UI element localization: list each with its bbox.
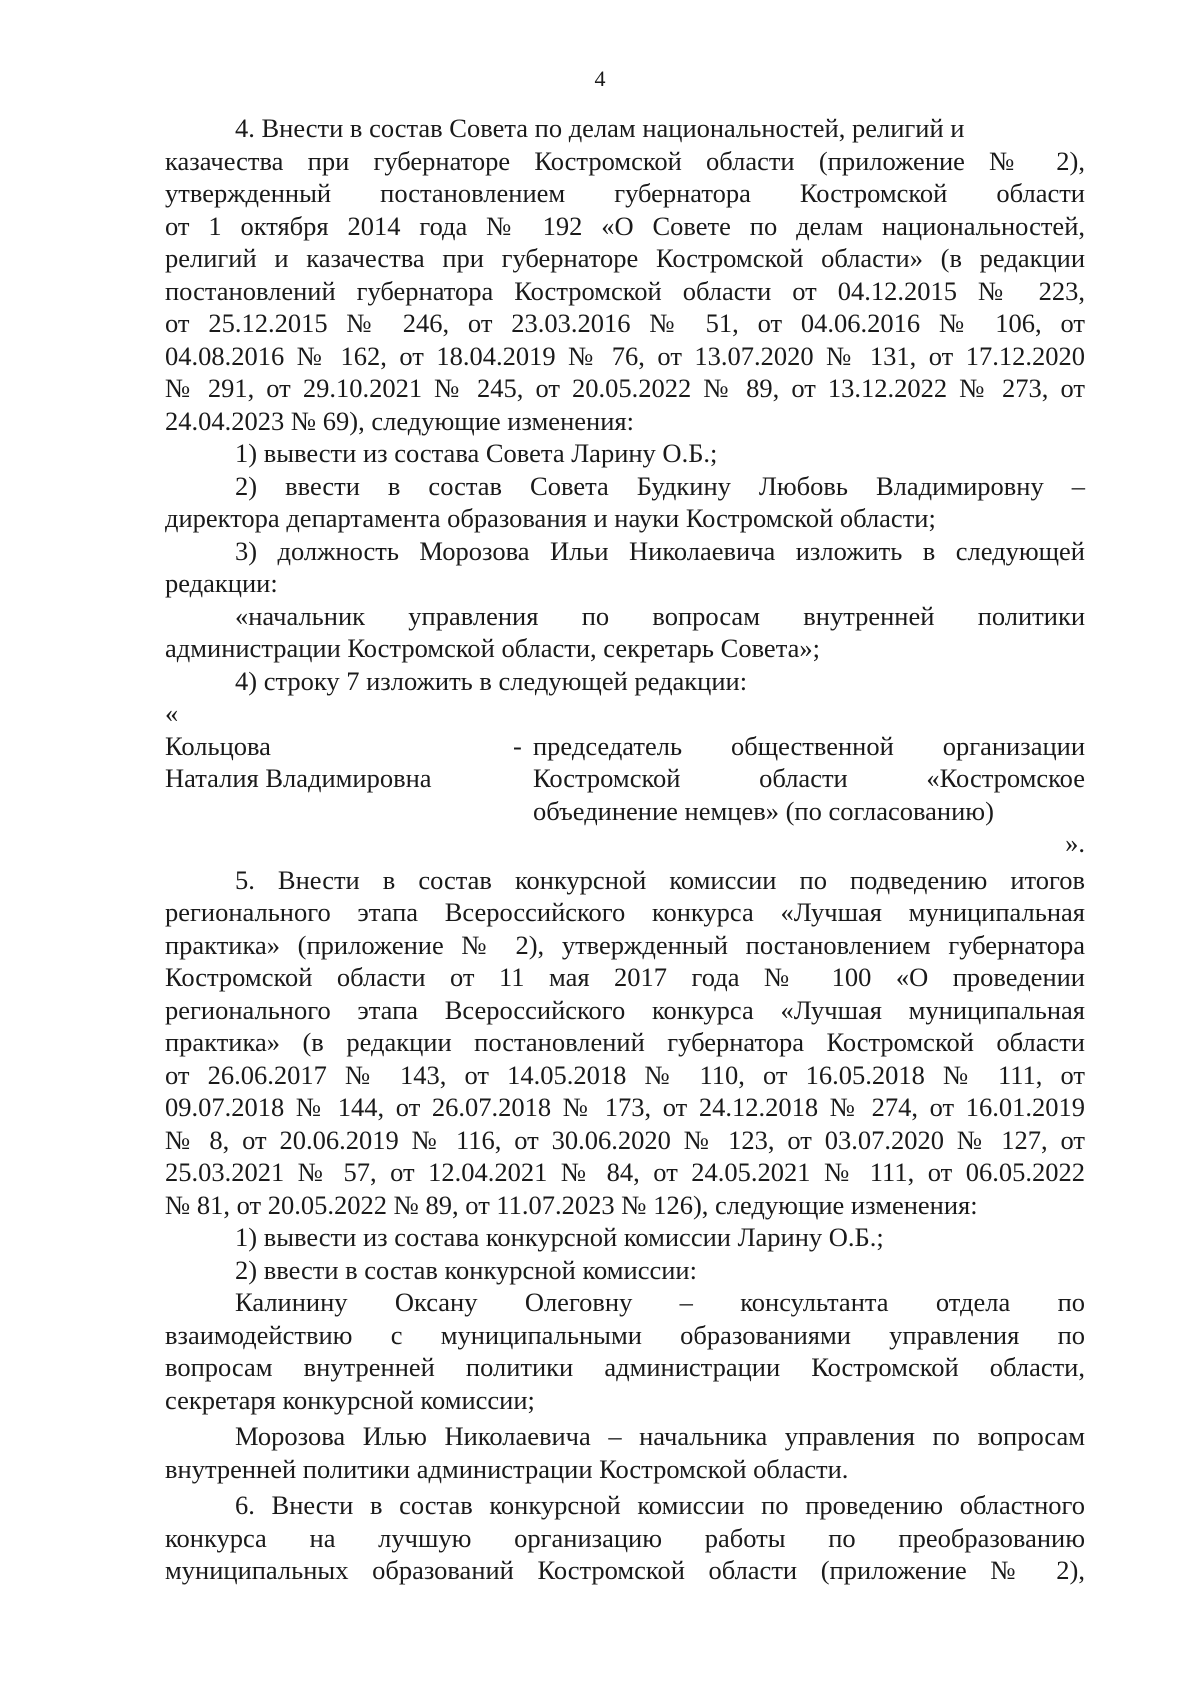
section-4-item-3-line-2: редакции: [165, 568, 278, 598]
section-5-line: 25.03.2021 № 57, от 12.04.2021 № 84, от 24.05.2021 № 111, от 06.05.2022 [165, 1157, 1085, 1187]
section-5-item-1: 1) вывести из состава конкурсной комиссии Ларину О.Б.; [235, 1222, 884, 1252]
section-5-item-2: 2) ввести в состав конкурсной комиссии: [235, 1254, 697, 1285]
person-role [513, 730, 1085, 828]
person-surname: Кольцова [165, 730, 271, 761]
person-entry [165, 730, 1085, 828]
section-5-line: от 26.06.2017 № 143, от 14.05.2018 № 110, от 16.05.2018 № 111, от [165, 1059, 1085, 1090]
kalinina-line-3: вопросам внутренней политики администрации Костромской области, [165, 1352, 1085, 1382]
section-4-line: от 25.12.2015 № 246, от 23.03.2016 № 51, от 04.06.2016 № 106, от [165, 308, 1085, 338]
person-role-line-1: председатель общественной организации [533, 730, 1085, 761]
kalinina-line-2: взаимодействию с муниципальными образованиями управления по [165, 1319, 1085, 1350]
section-6-line: конкурса на лучшую организацию работы по преобразованию [165, 1522, 1085, 1553]
person-dash: - [513, 730, 522, 761]
quote-open-mark: « [165, 698, 179, 728]
section-4-line: 04.08.2016 № 162, от 18.04.2019 № 76, от 13.07.2020 № 131, от 17.12.2020 [165, 340, 1085, 371]
section-5-line: 5. Внести в состав конкурсной комиссии по подведению итогов [235, 864, 1085, 895]
section-6 [165, 1489, 1085, 1587]
section-4-item-4: 4) строку 7 изложить в следующей редакции: [235, 665, 748, 696]
kalinina-line-4: секретаря конкурсной комиссии; [165, 1384, 535, 1415]
section-5-line: регионального этапа Всероссийского конкурса «Лучшая муниципальная [165, 897, 1085, 927]
page-number: 4 [594, 66, 606, 91]
section-5 [165, 864, 1085, 1486]
section-4-line: постановлений губернатора Костромской области от 04.12.2015 № 223, [165, 275, 1085, 306]
section-5-line: № 8, от 20.06.2019 № 116, от 30.06.2020 № 123, от 03.07.2020 № 127, от [165, 1124, 1085, 1155]
person-role-line-3: объединение немцев» (по согласованию) [533, 795, 994, 826]
quote-close-mark: ». [1065, 828, 1085, 858]
person-given-names: Наталия Владимировна [165, 763, 432, 793]
section-4-line: утвержденный постановлением губернатора Костромской области [165, 178, 1085, 208]
morozov-line-1: Морозова Илью Николаевича – начальника управления по вопросам [235, 1421, 1085, 1451]
section-4-item-3-quote-line-2: администрации Костромской области, секретарь Совета»; [165, 633, 820, 663]
section-4-line: 4. Внести в состав Совета по делам национальностей, религий и [235, 113, 965, 143]
person-role-line-2: Костромской области «Костромское [533, 763, 1085, 793]
section-4-item-1: 1) вывести из состава Совета Ларину О.Б.; [235, 438, 718, 468]
section-5-line: регионального этапа Всероссийского конкурса «Лучшая муниципальная [165, 994, 1085, 1025]
morozov-line-2: внутренней политики администрации Костромской области. [165, 1453, 849, 1484]
section-5-line: 09.07.2018 № 144, от 26.07.2018 № 173, от 24.12.2018 № 274, от 16.01.2019 [165, 1092, 1085, 1122]
section-5-line: № 81, от 20.05.2022 № 89, от 11.07.2023 № 126), следующие изменения: [165, 1189, 978, 1220]
section-4-item-3-quote-line-1: «начальник управления по вопросам внутренней политики [235, 600, 1085, 631]
section-5-line: Костромской области от 11 мая 2017 года № 100 «О проведении [165, 962, 1085, 992]
section-5-line: практика» (приложение № 2), утвержденный постановлением губернатора [165, 929, 1085, 960]
section-4-line: религий и казачества при губернаторе Костромской области» (в редакции [165, 243, 1085, 273]
section-4-item-3-line-1: 3) должность Морозова Ильи Николаевича изложить в следующей [235, 535, 1085, 566]
kalinina-line-1: Калинину Оксану Олеговну – консультанта отдела по [235, 1287, 1085, 1317]
section-4-line: от 1 октября 2014 года № 192 «О Совете по делам национальностей, [165, 210, 1085, 241]
section-4-item-2-line-1: 2) ввести в состав Совета Будкину Любовь Владимировну – [235, 470, 1085, 501]
section-4-line: 24.04.2023 № 69), следующие изменения: [165, 405, 634, 436]
section-4-line: № 291, от 29.10.2021 № 245, от 20.05.2022 № 89, от 13.12.2022 № 273, от [165, 373, 1085, 403]
section-4-item-2-line-2: директора департамента образования и науки Костромской области; [165, 503, 936, 533]
section-4 [165, 112, 1085, 860]
section-5-line: практика» (в редакции постановлений губернатора Костромской области [165, 1027, 1085, 1057]
person-name [165, 730, 533, 828]
section-4-line: казачества при губернаторе Костромской области (приложение № 2), [165, 145, 1085, 176]
section-6-line: муниципальных образований Костромской области (приложение № 2), [165, 1555, 1085, 1585]
document-body [165, 112, 1085, 1587]
section-6-line: 6. Внести в состав конкурсной комиссии по проведению областного [235, 1490, 1085, 1520]
